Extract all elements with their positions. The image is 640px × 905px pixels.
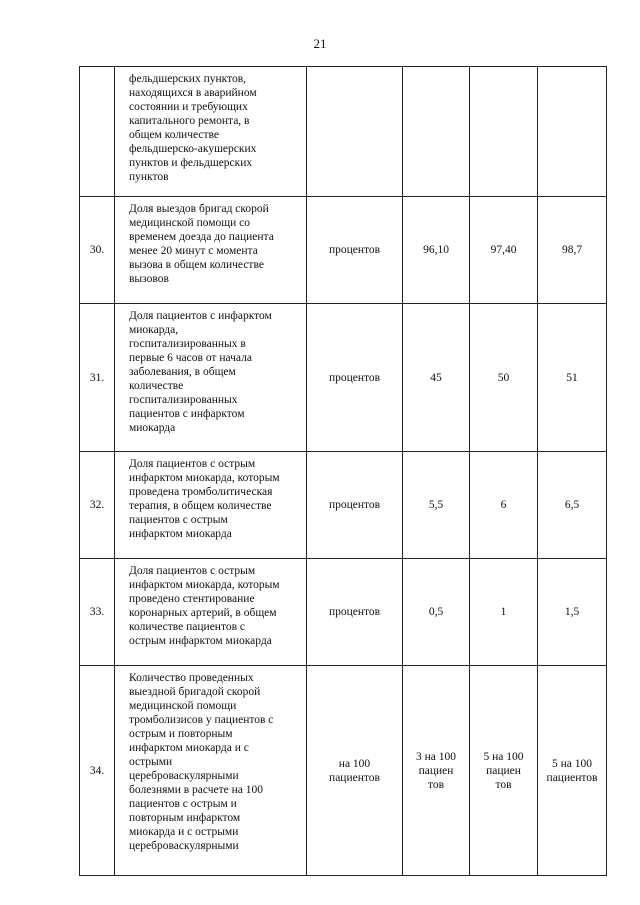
- cell-line: инфарктом миокарда, которым: [129, 472, 280, 484]
- cell-line: пациентов с острым и: [129, 798, 237, 810]
- cell-line: тромболизисов у пациентов с: [129, 714, 274, 726]
- value-v3: [538, 197, 607, 304]
- cell-line: менее 20 минут с момента: [129, 245, 258, 257]
- unit-of-measure: [307, 452, 403, 559]
- value-v1: [403, 67, 470, 197]
- value-v1: [403, 197, 470, 304]
- indicator-description: [115, 197, 307, 304]
- cell-line: вызова в общем количестве: [129, 259, 264, 271]
- indicator-description: [115, 666, 307, 876]
- value-v1: [403, 666, 470, 876]
- cell-line: 1,5: [564, 606, 580, 618]
- cell-line: 6,5: [564, 499, 580, 511]
- value-v1: [403, 452, 470, 559]
- table-row: [80, 197, 607, 304]
- cell-line: фельдшерских пунктов,: [129, 73, 246, 85]
- cell-line: 51: [566, 371, 578, 384]
- value-v2: [470, 452, 538, 559]
- cell-line: инфарктом миокарда и с: [129, 742, 249, 754]
- cell-line: миокарда и с острыми: [129, 826, 239, 838]
- cell-line: находящихся в аварийном: [129, 87, 257, 99]
- value-v2: [470, 67, 538, 197]
- value-v3: [538, 452, 607, 559]
- cell-line: госпитализированных в: [129, 338, 246, 350]
- cell-line: 5 на 100: [551, 757, 592, 770]
- cell-line: Доля пациентов с инфарктом: [129, 310, 272, 322]
- value-v2: [470, 666, 538, 876]
- row-number: 32.: [80, 452, 115, 559]
- cell-line: 98,7: [561, 244, 583, 256]
- cell-line: 96,10: [423, 244, 449, 256]
- cell-line: пунктов и фельдшерских: [129, 157, 253, 169]
- value-v2: [470, 304, 538, 452]
- unit-of-measure: [307, 666, 403, 876]
- page-number: 21: [313, 36, 327, 51]
- cell-line: Доля пациентов с острым: [129, 565, 256, 577]
- cell-line: миокарда,: [129, 324, 179, 336]
- cell-line: проведено стентирование: [129, 593, 255, 605]
- cell-line: на 100: [338, 757, 371, 770]
- cell-line: первые 6 часов от начала: [129, 352, 252, 364]
- unit-of-measure: [307, 67, 403, 197]
- value-v3: [538, 67, 607, 197]
- cell-line: Количество проведенных: [129, 672, 254, 684]
- cell-line: терапия, в общем количестве: [129, 500, 272, 512]
- cell-line: 3 на 100: [415, 750, 456, 763]
- row-number: 31.: [80, 304, 115, 452]
- row-number: 33.: [80, 559, 115, 666]
- unit-of-measure: [307, 304, 403, 452]
- indicator-description: [115, 304, 307, 452]
- value-v1: [403, 304, 470, 452]
- cell-line: количестве: [129, 380, 184, 392]
- cell-line: миокарда: [129, 422, 176, 434]
- cell-line: болезнями в расчете на 100: [129, 784, 264, 796]
- cell-line: инфарктом миокарда, которым: [129, 579, 280, 591]
- cell-line: общем количестве: [129, 129, 219, 141]
- value-v2: [470, 197, 538, 304]
- cell-line: временем доезда до пациента: [129, 231, 274, 243]
- cell-line: пациен: [418, 764, 454, 777]
- cell-line: состоянии и требующих: [129, 101, 248, 113]
- value-v3: [538, 304, 607, 452]
- table-row: [80, 67, 607, 197]
- row-number: [80, 67, 115, 197]
- cell-line: коронарных артерий, в общем: [129, 607, 277, 619]
- cell-line: цереброваскулярными: [129, 770, 239, 782]
- cell-line: пациентов с острым: [129, 514, 228, 526]
- cell-line: процентов: [328, 244, 381, 256]
- cell-line: тов: [495, 778, 512, 791]
- cell-line: острым инфарктом миокарда: [129, 635, 272, 647]
- cell-line: тов: [427, 778, 445, 791]
- value-v3: [538, 559, 607, 666]
- cell-line: заболевания, в общем: [129, 366, 236, 378]
- cell-line: острым и повторным: [129, 728, 233, 740]
- row-number: 34.: [80, 666, 115, 876]
- cell-line: 50: [497, 371, 510, 384]
- cell-line: пациентов: [546, 771, 598, 784]
- cell-line: повторным инфарктом: [129, 812, 241, 824]
- cell-line: количестве пациентов с: [129, 621, 245, 633]
- cell-line: Доля пациентов с острым: [129, 458, 256, 470]
- cell-line: вызовов: [129, 273, 169, 285]
- cell-line: 5 на 100: [483, 750, 524, 763]
- cell-line: Доля выездов бригад скорой: [129, 203, 269, 215]
- indicator-description: [115, 559, 307, 666]
- cell-line: процентов: [328, 371, 381, 384]
- cell-line: цереброваскулярными: [129, 840, 239, 852]
- cell-line: процентов: [328, 606, 381, 618]
- cell-line: 6: [500, 499, 507, 511]
- cell-line: фельдшерско-акушерских: [129, 143, 257, 155]
- cell-line: медицинской помощи со: [129, 217, 251, 229]
- indicators-table: [79, 66, 607, 876]
- cell-line: пунктов: [129, 171, 169, 183]
- cell-line: инфарктом миокарда: [129, 528, 232, 540]
- cell-line: 45: [430, 371, 442, 384]
- unit-of-measure: [307, 197, 403, 304]
- indicator-description: [115, 452, 307, 559]
- value-v3: [538, 666, 607, 876]
- table-row: [80, 452, 607, 559]
- cell-line: госпитализированных: [129, 394, 238, 406]
- cell-line: 1: [500, 606, 507, 618]
- value-v2: [470, 559, 538, 666]
- cell-line: капитального ремонта, в: [129, 115, 250, 127]
- cell-line: процентов: [328, 499, 381, 511]
- unit-of-measure: [307, 559, 403, 666]
- table-row: [80, 304, 607, 452]
- cell-line: пациен: [486, 764, 521, 777]
- cell-line: выездной бригадой скорой: [129, 686, 261, 698]
- cell-line: острыми: [129, 756, 173, 768]
- cell-line: 0,5: [428, 606, 444, 618]
- cell-line: проведена тромболитическая: [129, 486, 273, 498]
- cell-line: медицинской помощи: [129, 700, 237, 712]
- cell-line: 5,5: [428, 499, 444, 511]
- table-row: [80, 666, 607, 876]
- cell-line: пациентов с инфарктом: [129, 408, 245, 420]
- table-row: [80, 559, 607, 666]
- value-v1: [403, 559, 470, 666]
- row-number: 30.: [80, 197, 115, 304]
- cell-line: 97,40: [490, 244, 517, 256]
- cell-line: пациентов: [329, 771, 380, 784]
- indicator-description: [115, 67, 307, 197]
